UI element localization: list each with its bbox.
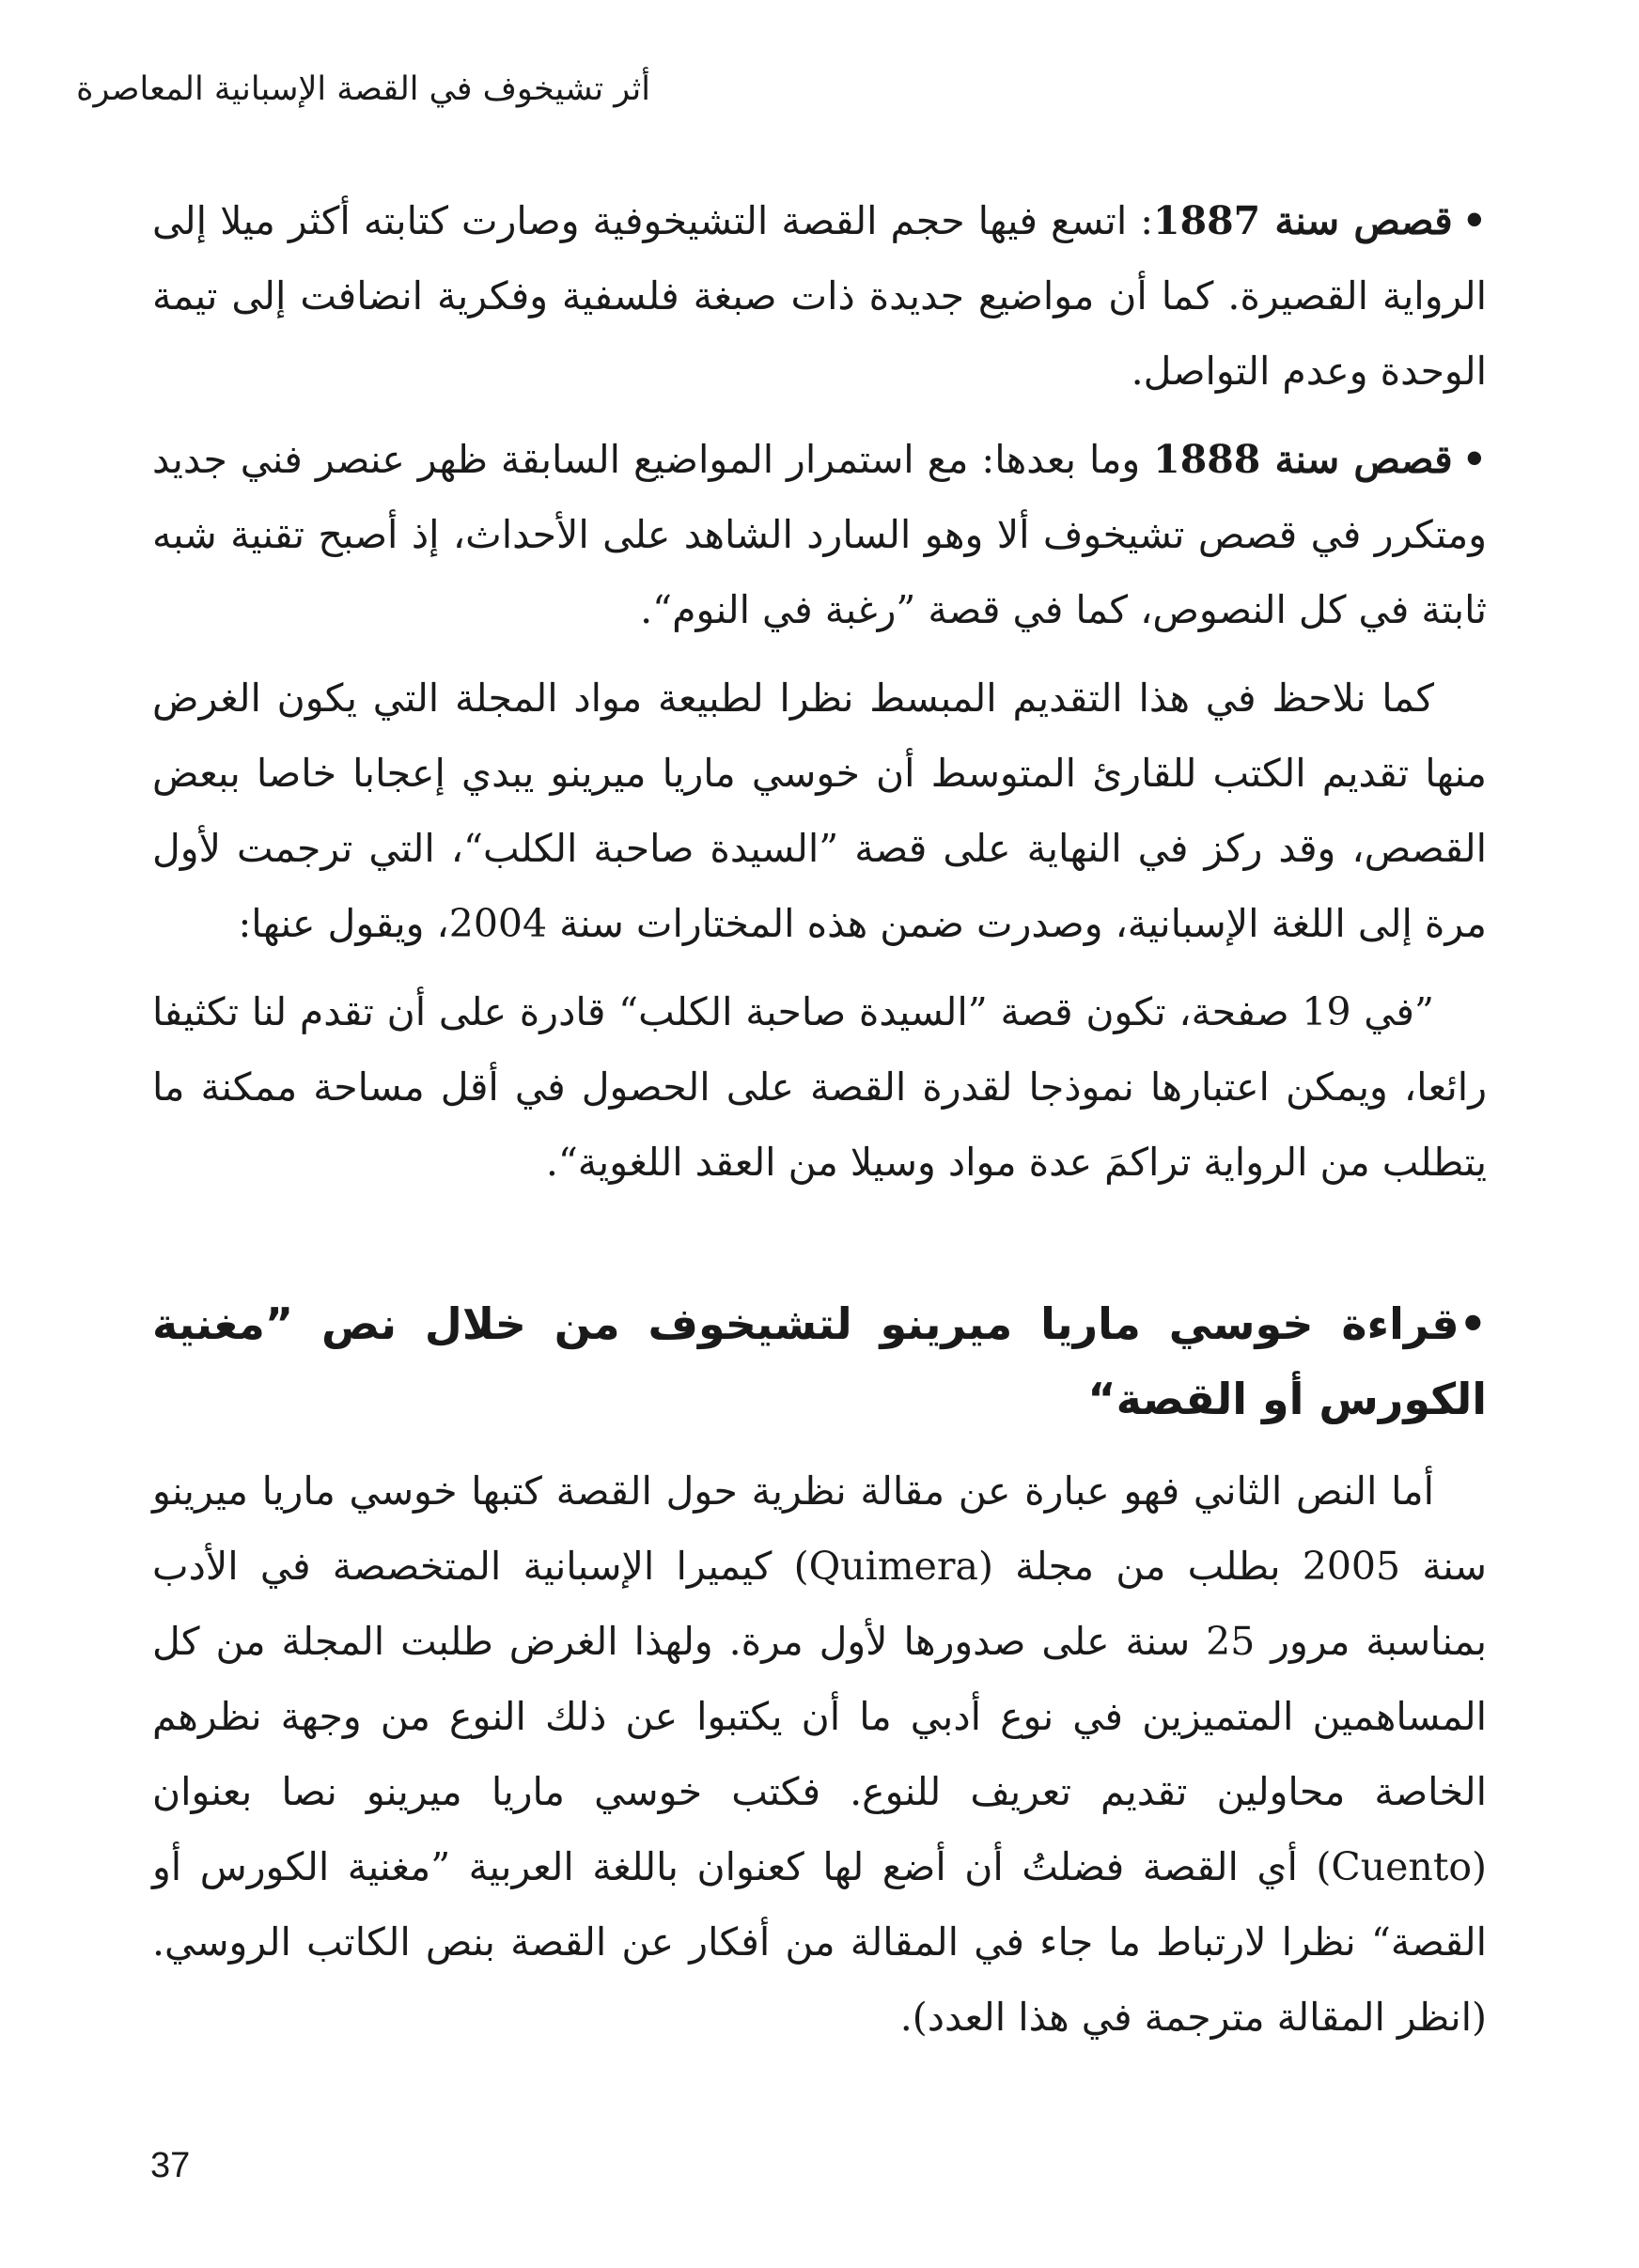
heading-marker: • — [1459, 1298, 1487, 1349]
bullet-lead: قصص سنة 1887 — [1153, 198, 1453, 243]
bullet-item-1888 — [152, 422, 1487, 647]
page-body — [152, 183, 1487, 2055]
quote-paragraph: ”في 19 صفحة، تكون قصة ”السيدة صاحبة الكلب“ قادرة على أن تقدم لنا تكثيفا رائعا، ويمكن اعتبارها نموذجا لقدرة القصة على الحصول في أقل مساحة ممكنة ما يتطلب من الرواية تراكمَ عدة مواد وسيلا من العقد اللغوية“. — [152, 989, 1487, 1185]
page-number: 37 — [150, 2146, 191, 2185]
heading-text: قراءة خوسي ماريا ميرينو لتشيخوف من خلال نص ”مغنية الكورس أو القصة“ — [152, 1298, 1487, 1424]
bullet-lead: قصص سنة 1888 — [1153, 437, 1453, 482]
bullet-marker: • — [1461, 198, 1488, 243]
observation-paragraph: كما نلاحظ في هذا التقديم المبسط نظرا لطبيعة مواد المجلة التي يكون الغرض منها تقديم الكتب للقارئ المتوسط أن خوسي ماريا ميرينو يبدي إعجابا خاصا ببعض القصص، وقد ركز في النهاية على قصة ”السيدة صاحبة الكلب“، التي ترجمت لأول مرة إلى اللغة الإسبانية، وصدرت ضمن هذه المختارات سنة 2004، ويقول عنها: — [152, 676, 1487, 946]
running-header: أثر تشيخوف في القصة الإسبانية المعاصرة — [76, 70, 650, 108]
bullet-item-1887 — [152, 183, 1487, 409]
bullet-marker: • — [1461, 437, 1487, 482]
section-heading — [152, 1286, 1487, 1437]
bullet-text: وما بعدها: مع استمرار المواضيع السابقة ظهر عنصر فني جديد ومتكرر في قصص تشيخوف ألا وهو السارد الشاهد على الأحداث، إذ أصبح تقنية شبه ثابتة في كل النصوص، كما في قصة ”رغبة في النوم“. — [152, 437, 1487, 632]
second-text-paragraph: أما النص الثاني فهو عبارة عن مقالة نظرية حول القصة كتبها خوسي ماريا ميرينو سنة 2005 بطلب من مجلة (Quimera) كيميرا الإسبانية المتخصصة في الأدب بمناسبة مرور 25 سنة على صدورها لأول مرة. ولهذا الغرض طلبت المجلة من كل المساهمين المتميزين في نوع أدبي ما أن يكتبوا عن ذلك النوع من وجهة نظرهم الخاصة محاولين تقديم تعريف للنوع. فكتب خوسي ماريا ميرينو نصا بعنوان (Cuento) أي القصة فضلتُ أن أضع لها كعنوان باللغة العربية ”مغنية الكورس أو القصة“ نظرا لارتباط ما جاء في المقالة من أفكار عن القصة بنص الكاتب الروسي. (انظر المقالة مترجمة في هذا العدد). — [152, 1468, 1487, 2040]
bullet-text: : اتسع فيها حجم القصة التشيخوفية وصارت كتابته أكثر ميلا إلى الرواية القصيرة. كما أن مواضيع جديدة ذات صبغة فلسفية وفكرية انضافت إلى تيمة الوحدة وعدم التواصل. — [152, 198, 1487, 394]
